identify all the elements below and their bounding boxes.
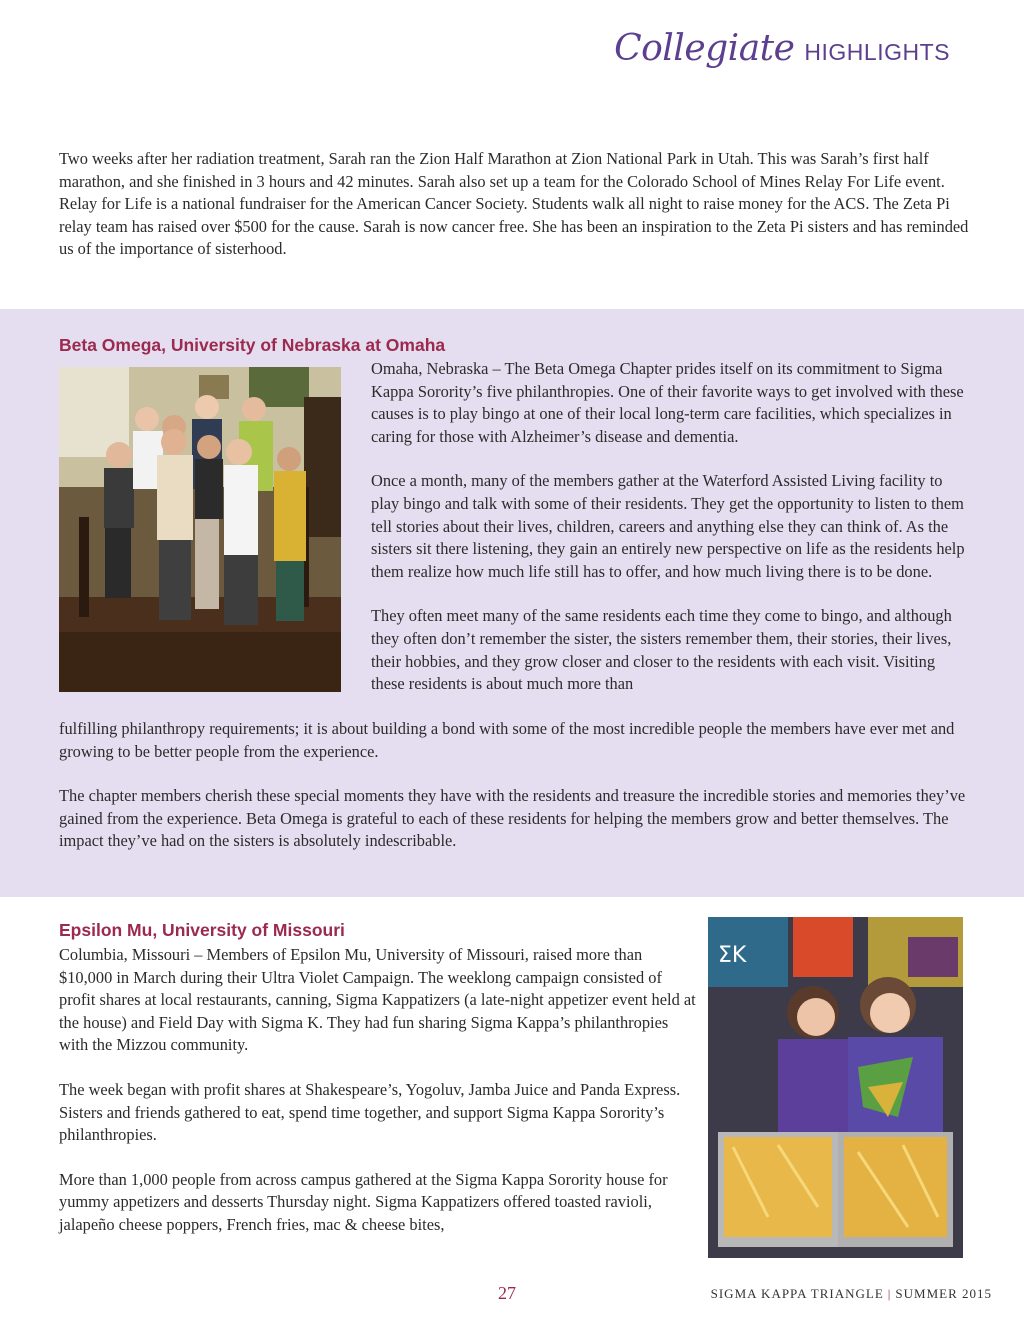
- shirt-letters: ΣK: [718, 943, 747, 968]
- publication-issue: SUMMER 2015: [895, 1286, 992, 1301]
- epsilon-mu-title: Epsilon Mu, University of Missouri: [59, 920, 345, 940]
- beta-omega-paragraph-3b: fulfilling philanthropy requirements; it is about building a bond with some of the most incredible people the members have ever met and growing to be better people from the experience.: [59, 719, 955, 761]
- intro-paragraph: Two weeks after her radiation treatment, Sarah ran the Zion Half Marathon at Zion National Park in Utah. This was Sarah’s first half marathon, and she finished in 3 hours and 42 minutes. Sarah also set up a team for the Colorado School of Mines Relay For Life event. Relay for Life is a national fundraiser for the American Cancer Society. Students walk all night to raise money for the ACS. The Zeta Pi relay team has raised over $500 for the cause. Sarah is now cancer free. She has been an inspiration to the Zeta Pi sisters and has reminded us of the importance of sisterhood.: [59, 149, 969, 259]
- beta-omega-paragraph-1: Omaha, Nebraska – The Beta Omega Chapter prides itself on its commitment to Sigma Kappa Sorority’s five philanthropies. One of their favorite ways to get involved with these causes is to play bingo at one of their local long-term care facilities, which specializes in caring for those with Alzheimer’s disease and dementia.: [371, 359, 964, 446]
- epsilon-mu-paragraph-1: Columbia, Missouri – Members of Epsilon Mu, University of Missouri, raised more than $10,000 in March during their Ultra Violet Campaign. The weeklong campaign consisted of profit shares at local restaurants, canning, Sigma Kappatizers (a late-night appetizer event held at the house) and Field Day with Sigma K. They had fun sharing Sigma Kappa’s philanthropies with the Mizzou community.: [59, 945, 696, 1055]
- header-caps-word: HIGHLIGHTS: [804, 39, 950, 65]
- beta-omega-text-column: [371, 358, 971, 696]
- page-number: 27: [498, 1283, 516, 1303]
- beta-omega-title: Beta Omega, University of Nebraska at Omaha: [59, 335, 446, 355]
- beta-omega-paragraph-2: Once a month, many of the members gather at the Waterford Assisted Living facility to play bingo and talk with some of their residents. They get the opportunity to listen to them tell stories about their lives, children, careers and anything else they can think of. As the sisters sit there listening, they gain an entirely new perspective on life as the residents help them realize how much life still has to offer, and how much living there is to be done.: [371, 471, 965, 581]
- beta-omega-group-photo: [59, 367, 341, 692]
- publication-title: SIGMA KAPPA TRIANGLE: [710, 1286, 884, 1301]
- beta-omega-paragraph-4: The chapter members cherish these special moments they have with the residents and treasure the incredible stories and memories they’ve gained from the experience. Beta Omega is grateful to each of these residents for helping the members grow and better themselves. The impact they’ve had on the sisters is absolutely indescribable.: [59, 786, 966, 851]
- epsilon-mu-text-column: [59, 944, 699, 1237]
- epsilon-mu-paragraph-3: More than 1,000 people from across campus gathered at the Sigma Kappa Sorority house for yummy appetizers and desserts Thursday night. Sigma Kappatizers offered toasted ravioli, jalapeño cheese poppers, French fries, mac & cheese bites,: [59, 1169, 668, 1234]
- footer-divider: |: [887, 1286, 892, 1301]
- beta-omega-text-full: [59, 718, 979, 853]
- header-script-word: Collegiate: [614, 28, 795, 69]
- section-header: [614, 28, 950, 88]
- epsilon-mu-paragraph-2: The week began with profit shares at Shakespeare’s, Yogoluv, Jamba Juice and Panda Express. Sisters and friends gathered to eat, spend time together, and support Sigma Kappa Sorority’s philanthropies.: [59, 1079, 681, 1145]
- beta-omega-paragraph-3a: They often meet many of the same residents each time they come to bingo, and although they often don’t remember the sister, the sisters remember them, their stories, their lives, their hobbies, and they grow closer and closer to the residents with each visit. Visiting these residents is about much more than: [371, 606, 952, 694]
- publication-line: [711, 1286, 992, 1302]
- epsilon-mu-photo: [708, 917, 963, 1258]
